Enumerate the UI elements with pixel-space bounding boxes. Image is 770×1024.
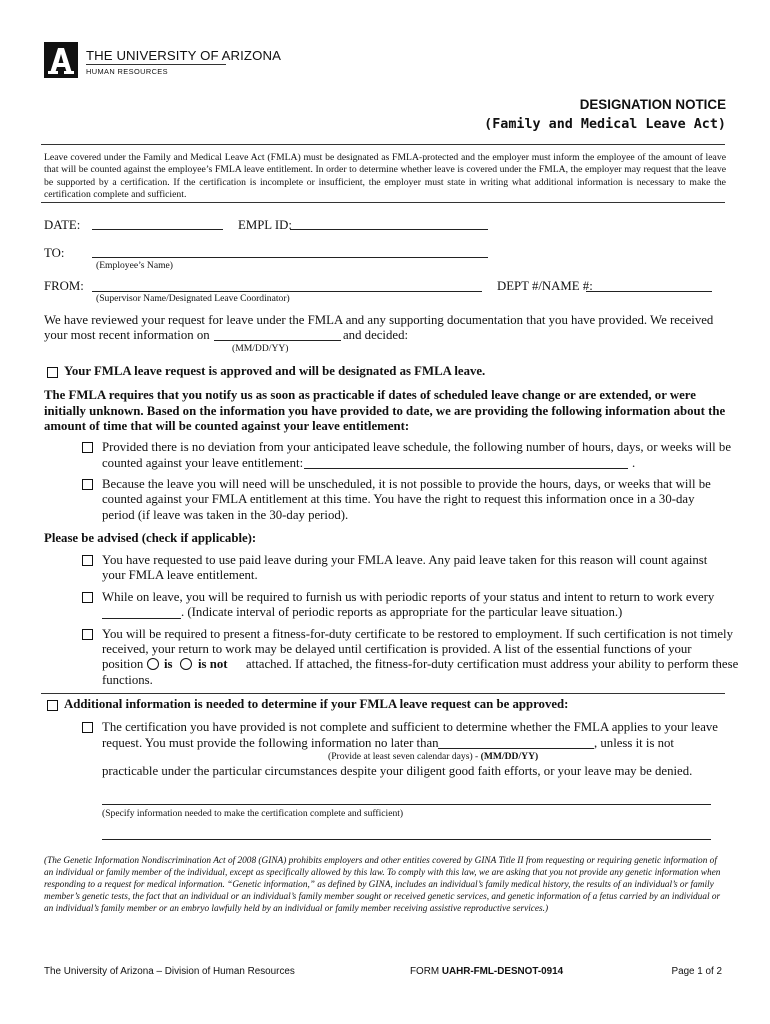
deadline-date-field[interactable] [438,736,594,749]
scheduled-leave-line-2: counted against your leave entitlement: [102,456,304,470]
fitness-for-duty-checkbox[interactable] [82,629,93,640]
periodic-reports-line-2: . (Indicate interval of periodic reports as appropriate for the particular leave situation.) [181,605,623,619]
unscheduled-leave-text: Because the leave you will need will be unscheduled, it is not possible to provide the hours, days, or weeks that will be counted against your FMLA entitlement at this time. You have the right to request this information once in a 30-day period (if leave was taken in the 30-day period). [102,477,711,522]
fitness-line-2: received, your return to work may be delayed until certification is provided. A list of the essential functions of your [102,642,692,656]
supervisor-hint: (Supervisor Name/Designated Leave Coordinator) [96,293,290,304]
reviewed-line-2b: and decided: [343,328,409,342]
date-field[interactable] [92,216,223,230]
paid-leave-text: You have requested to use paid leave during your FMLA leave. Any paid leave taken for this reason will count against your FMLA leave entitlement. [102,553,708,583]
scheduled-leave-end: . [632,456,636,470]
to-label: TO: [44,246,65,260]
paid-leave-checkbox[interactable] [82,555,93,566]
logo-rule [86,64,226,65]
footer-page-number: Page 1 of 2 [671,966,722,977]
employee-name-field[interactable] [92,244,488,258]
received-date-hint: (MM/DD/YY) [232,343,289,354]
intro-text: Leave covered under the Family and Medical Leave Act (FMLA) must be designated as FMLA-protected and the employer must inform the employee of the amount of leave that will be counted against the employee’s FMLA leave entitlement. In order to determine whether leave is covered under the FMLA, the employer may request that the leave be supported by a certification. If the certification is incomplete or insufficient, the employer must state in writing what additional information is necessary to make the certification complete and sufficient. [44,152,726,200]
fitness-line-1: You will be required to present a fitness-for-duty certificate to be restored to employment. If such certification is not timely [102,627,733,641]
employee-name-hint: (Employee’s Name) [96,260,173,271]
reviewed-line-2a: your most recent information on [44,328,210,342]
is-not-label: is not [198,657,228,671]
footer-form-id [410,966,563,977]
additional-rule [41,693,725,694]
empl-id-field[interactable] [290,216,488,230]
fitness-line-4: functions. [102,673,153,687]
footer-form-prefix: FORM [410,966,440,977]
footer-form-code: UAHR-FML-DESNOT-0914 [441,966,564,977]
certification-line-3: practicable under the particular circumstances despite your diligent good faith efforts, or your leave may be denied. [102,764,693,778]
deadline-hint [328,751,538,762]
specify-info-hint: (Specify information needed to make the certification complete and sufficient) [102,808,404,819]
empl-id-label: EMPL ID: [238,218,292,232]
date-label: DATE: [44,218,81,232]
received-date-field[interactable] [214,328,341,341]
dept-field[interactable] [586,278,712,292]
deadline-hint-text: (Provide at least seven calendar days) - [328,751,479,762]
periodic-reports-line-1: While on leave, you will be required to furnish us with periodic reports of your status and intent to return to work every [102,590,715,604]
specify-info-field-2[interactable] [102,825,711,840]
fitness-line-3: attached. If attached, the fitness-for-duty certification must address your ability to perform these [246,657,739,671]
block-a-logo-icon [44,42,78,78]
department-name: HUMAN RESOURCES [86,67,168,76]
university-name: THE UNIVERSITY OF ARIZONA [86,48,281,63]
gina-notice: (The Genetic Information Nondiscrimination Act of 2008 (GINA) prohibits employers and other entities covered by GINA Title II from requesting or requiring genetic information of an individual or family member of the individual, except as specifically allowed by this law. To comply with this law, we are asking that you not provide any genetic information when responding to a request for medical information. “Genetic information,” as defined by GINA, includes an individual’s family medical history, the results of an individual’s or family member’s genetic tests, the fact that an individual or an individual’s family member sought or received genetic services, and genetic information of a fetus carried by an individual or an individual’s family member or an embryo lawfully held by an individual or family member receiving assistive reproductive services.) [44,856,721,915]
dept-label: DEPT #/NAME #: [497,279,593,293]
is-not-attached-radio[interactable] [180,658,192,670]
advised-heading: Please be advised (check if applicable): [44,531,257,545]
from-label: FROM: [44,279,84,293]
unscheduled-leave-checkbox[interactable] [82,479,93,490]
incomplete-certification-checkbox[interactable] [82,722,93,733]
report-interval-field[interactable] [102,606,181,619]
title-rule [41,144,725,145]
additional-info-checkbox[interactable] [47,700,58,711]
certification-line-2b: , unless it is not [594,736,674,750]
approved-heading: Your FMLA leave request is approved and will be designated as FMLA leave. [64,364,486,378]
leave-entitlement-field[interactable] [304,456,628,469]
scheduled-leave-line-1: Provided there is no deviation from your anticipated leave schedule, the following number of hours, days, or weeks will be [102,440,732,454]
certification-line-1: The certification you have provided is not complete and sufficient to determine whether the FMLA applies to your leave [102,720,718,734]
deadline-hint-format: (MM/DD/YY) [480,751,539,762]
additional-heading: Additional information is needed to determine if your FMLA leave request can be approved: [64,697,569,711]
reviewed-line-1: We have reviewed your request for leave under the FMLA and any supporting documentation that you have provided. We received [44,313,714,327]
footer-university: The University of Arizona – Division of Human Resources [44,966,295,977]
university-logo [44,42,78,78]
page-subtitle: (Family and Medical Leave Act) [484,117,726,132]
approved-checkbox[interactable] [47,367,58,378]
supervisor-name-field[interactable] [92,278,482,292]
scheduled-leave-checkbox[interactable] [82,442,93,453]
is-attached-radio[interactable] [147,658,159,670]
page-title: DESIGNATION NOTICE [579,97,726,112]
intro-rule [41,202,725,203]
certification-line-2a: request. You must provide the following information no later than [102,736,439,750]
approved-notice: The FMLA requires that you notify us as soon as practicable if dates of scheduled leave change or are extended, or were initially unknown. Based on the information you have provided to date, we are providing the following information about the amount of time that will be counted against your leave entitlement: [44,388,726,433]
fitness-position-label: position [102,657,144,671]
periodic-reports-checkbox[interactable] [82,592,93,603]
specify-info-field[interactable] [102,790,711,805]
is-label: is [164,657,173,671]
